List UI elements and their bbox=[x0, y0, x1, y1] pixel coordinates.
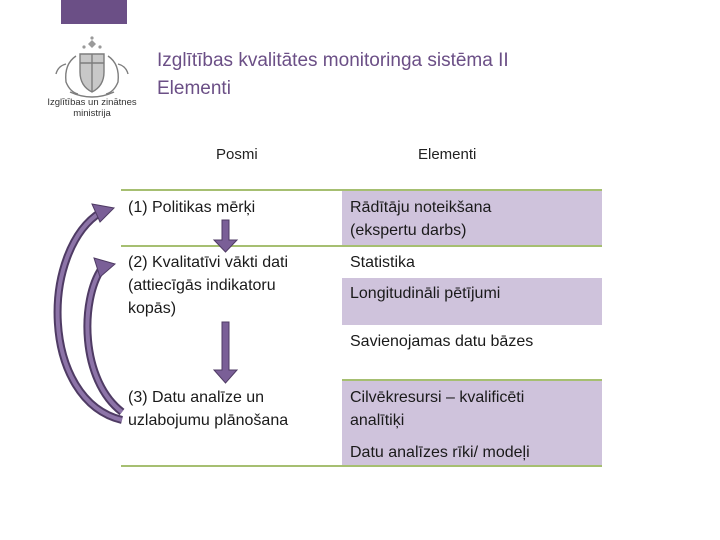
logo-text-line: Izglītības un zinātnes bbox=[47, 97, 137, 108]
table-rule bbox=[121, 189, 602, 191]
title-line: Elementi bbox=[157, 78, 231, 99]
feedback-loop-arrow bbox=[87, 268, 122, 412]
ministry-logo-text bbox=[44, 97, 140, 119]
element-linked-databases bbox=[350, 330, 533, 353]
column-header-elements: Elementi bbox=[418, 146, 477, 163]
stage-line: (1) Politikas mērķi bbox=[128, 199, 256, 216]
table-rule bbox=[121, 245, 602, 247]
feedback-loop-arrow bbox=[58, 212, 122, 420]
element-line: (ekspertu darbs) bbox=[350, 222, 467, 239]
logo-text-line: ministrija bbox=[73, 108, 111, 119]
stage-qualitative-data bbox=[128, 251, 288, 320]
down-arrow-icon bbox=[214, 322, 237, 383]
element-line: Cilvēkresursi – kvalificēti bbox=[350, 389, 525, 406]
element-indicators bbox=[350, 196, 491, 242]
stage-policy-goals bbox=[128, 196, 255, 219]
element-line: Savienojamas datu bāzes bbox=[350, 333, 534, 350]
table-rule bbox=[342, 379, 602, 381]
element-human-resources bbox=[350, 386, 524, 432]
arrow-head-icon bbox=[92, 204, 114, 222]
element-line: Statistika bbox=[350, 254, 415, 271]
element-analysis-tools bbox=[350, 441, 530, 464]
element-line: analītiķi bbox=[350, 412, 405, 429]
table-rule bbox=[121, 465, 602, 467]
stage-line: (attiecīgās indikatoru bbox=[128, 277, 276, 294]
page-title bbox=[157, 47, 509, 103]
element-longitudinal-studies bbox=[350, 282, 500, 305]
arrow-head-icon bbox=[94, 258, 115, 277]
top-accent-bar bbox=[61, 0, 127, 24]
stage-line: (2) Kvalitatīvi vākti dati bbox=[128, 254, 289, 271]
stage-data-analysis bbox=[128, 386, 288, 432]
element-statistics bbox=[350, 251, 415, 274]
element-line: Datu analīzes rīki/ modeļi bbox=[350, 444, 530, 461]
stage-line: (3) Datu analīze un bbox=[128, 389, 265, 406]
column-header-stages: Posmi bbox=[216, 146, 258, 163]
title-line: Izglītības kvalitātes monitoringa sistēma II bbox=[157, 50, 509, 71]
element-line: Rādītāju noteikšana bbox=[350, 199, 492, 216]
element-line: Longitudināli pētījumi bbox=[350, 285, 501, 302]
stage-line: kopās) bbox=[128, 300, 177, 317]
down-arrow-icon bbox=[214, 220, 237, 252]
stage-line: uzlabojumu plānošana bbox=[128, 412, 289, 429]
